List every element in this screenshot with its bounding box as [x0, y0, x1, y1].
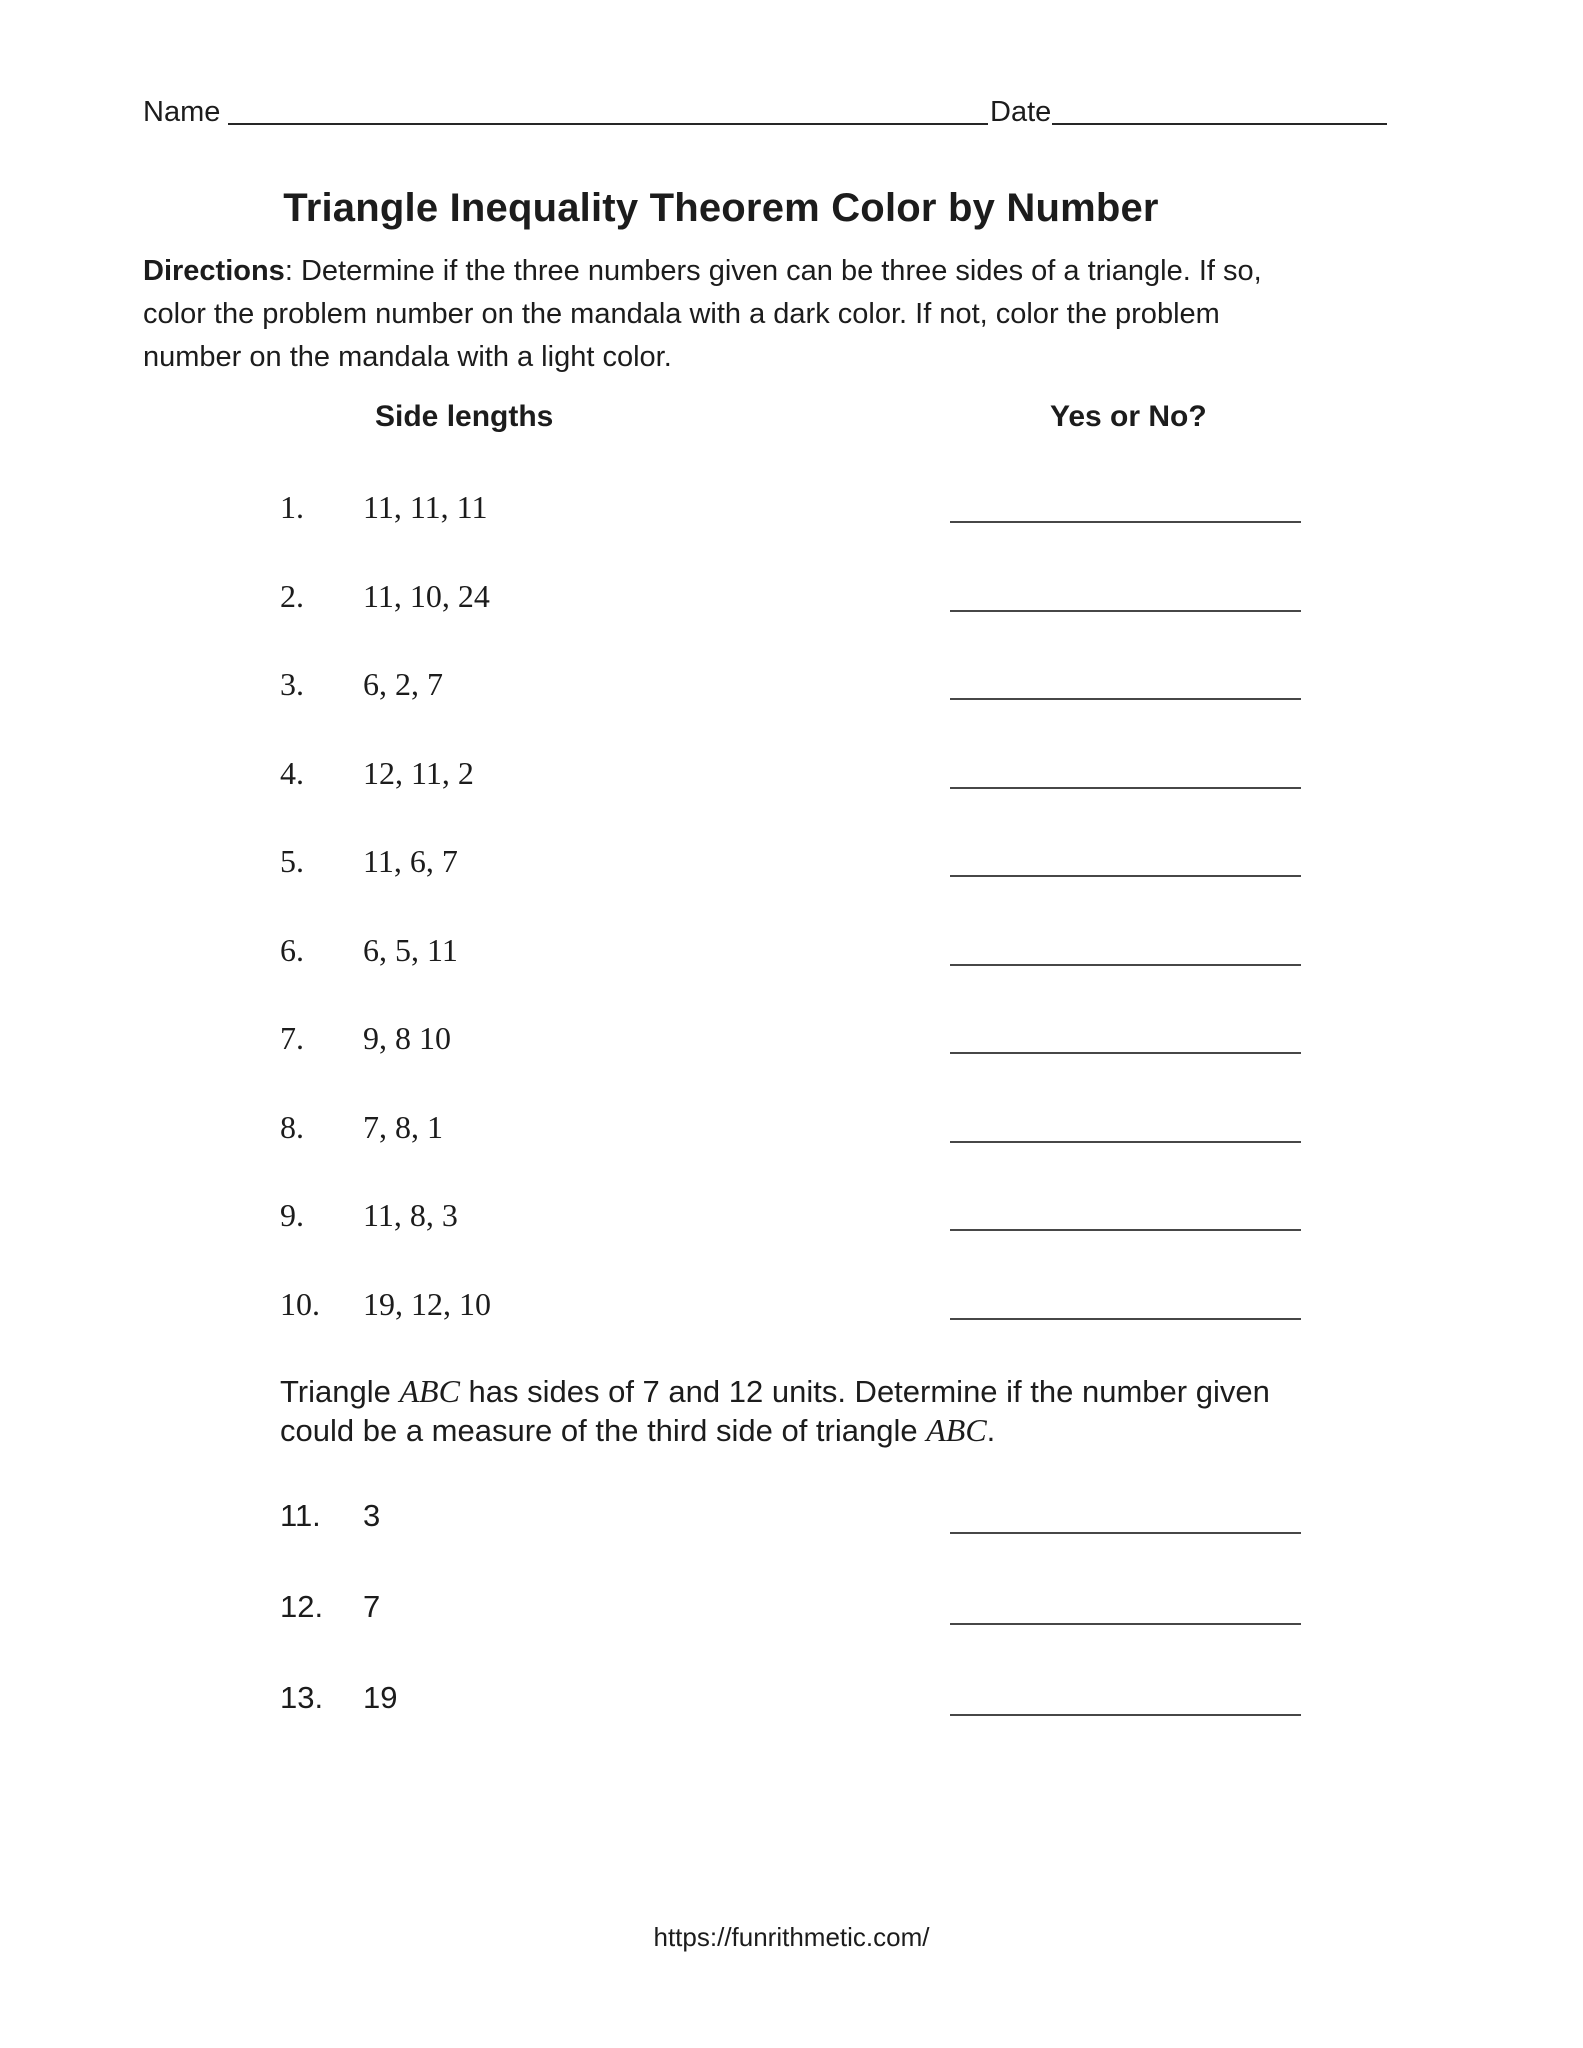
date-blank-line — [1052, 123, 1387, 125]
problem-number: 10. — [280, 1286, 320, 1322]
problem-side-lengths: 6, 2, 7 — [363, 666, 443, 702]
problem-side-lengths: 11, 10, 24 — [363, 578, 490, 614]
answer-blank — [950, 1229, 1301, 1231]
problem-row-9 — [0, 1197, 1583, 1257]
problem-side-lengths: 11, 11, 11 — [363, 489, 488, 525]
directions-label: Directions — [143, 255, 285, 287]
directions-line2: color the problem number on the mandala with a dark color. If not, color the problem — [143, 298, 1220, 330]
problem-row-11 — [0, 1498, 1583, 1558]
problem-value: 19 — [363, 1680, 398, 1715]
problem-row-12 — [0, 1589, 1583, 1649]
directions-paragraph — [143, 250, 1363, 379]
problem-row-3 — [0, 666, 1583, 726]
problem-number: 5. — [280, 843, 304, 879]
problem-row-1 — [0, 489, 1583, 549]
footer-url: https://funrithmetic.com/ — [653, 1922, 930, 1952]
page-title: Triangle Inequality Theorem Color by Number — [283, 186, 1159, 230]
answer-blank — [950, 1623, 1301, 1625]
section2-text: could be a measure of the third side of triangle — [280, 1413, 927, 1448]
problem-number: 2. — [280, 578, 304, 614]
directions-line1: : Determine if the three numbers given can be three sides of a triangle. If so, — [284, 255, 1262, 287]
triangle-abc-italic: ABC — [926, 1412, 987, 1448]
directions-line3: number on the mandala with a light color. — [143, 341, 672, 373]
section2-text: has sides of 7 and 12 units. Determine if the number given — [459, 1374, 1270, 1409]
problem-side-lengths: 6, 5, 11 — [363, 932, 458, 968]
name-blank-line — [228, 123, 988, 125]
problem-number: 6. — [280, 932, 304, 968]
answer-blank — [950, 1532, 1301, 1534]
problem-number: 8. — [280, 1109, 304, 1145]
answer-blank — [950, 964, 1301, 966]
problem-row-6 — [0, 932, 1583, 992]
problem-number: 9. — [280, 1197, 304, 1233]
problem-row-7 — [0, 1020, 1583, 1080]
problem-number: 3. — [280, 666, 304, 702]
date-label: Date — [990, 96, 1052, 128]
problem-row-5 — [0, 843, 1583, 903]
section2-text: . — [986, 1413, 996, 1448]
problem-number: 13. — [280, 1680, 324, 1715]
answer-blank — [950, 610, 1301, 612]
problem-side-lengths: 9, 8 10 — [363, 1020, 451, 1056]
answer-blank — [950, 521, 1301, 523]
answer-blank — [950, 875, 1301, 877]
answer-blank — [950, 698, 1301, 700]
answer-blank — [950, 1052, 1301, 1054]
problem-number: 7. — [280, 1020, 304, 1056]
problem-row-4 — [0, 755, 1583, 815]
column-header-yes-or-no: Yes or No? — [1050, 400, 1207, 433]
answer-blank — [950, 1714, 1301, 1716]
answer-blank — [950, 1318, 1301, 1320]
problem-number: 4. — [280, 755, 304, 791]
name-label: Name — [143, 96, 221, 128]
triangle-abc-italic: ABC — [399, 1373, 460, 1409]
section2-text: Triangle — [280, 1374, 400, 1409]
problem-side-lengths: 12, 11, 2 — [363, 755, 474, 791]
problem-row-8 — [0, 1109, 1583, 1169]
problem-number: 1. — [280, 489, 304, 525]
problem-value: 3 — [363, 1498, 381, 1533]
problem-value: 7 — [363, 1589, 381, 1624]
problem-number: 11. — [280, 1498, 321, 1533]
problem-side-lengths: 7, 8, 1 — [363, 1109, 443, 1145]
problem-side-lengths: 11, 8, 3 — [363, 1197, 458, 1233]
problem-number: 12. — [280, 1589, 324, 1624]
problem-row-2 — [0, 578, 1583, 638]
column-header-side-lengths: Side lengths — [375, 400, 554, 433]
problem-row-10 — [0, 1286, 1583, 1346]
section2-intro-paragraph — [280, 1372, 1300, 1450]
problem-side-lengths: 11, 6, 7 — [363, 843, 458, 879]
problem-row-13 — [0, 1680, 1583, 1740]
answer-blank — [950, 787, 1301, 789]
problem-side-lengths: 19, 12, 10 — [363, 1286, 491, 1322]
answer-blank — [950, 1141, 1301, 1143]
